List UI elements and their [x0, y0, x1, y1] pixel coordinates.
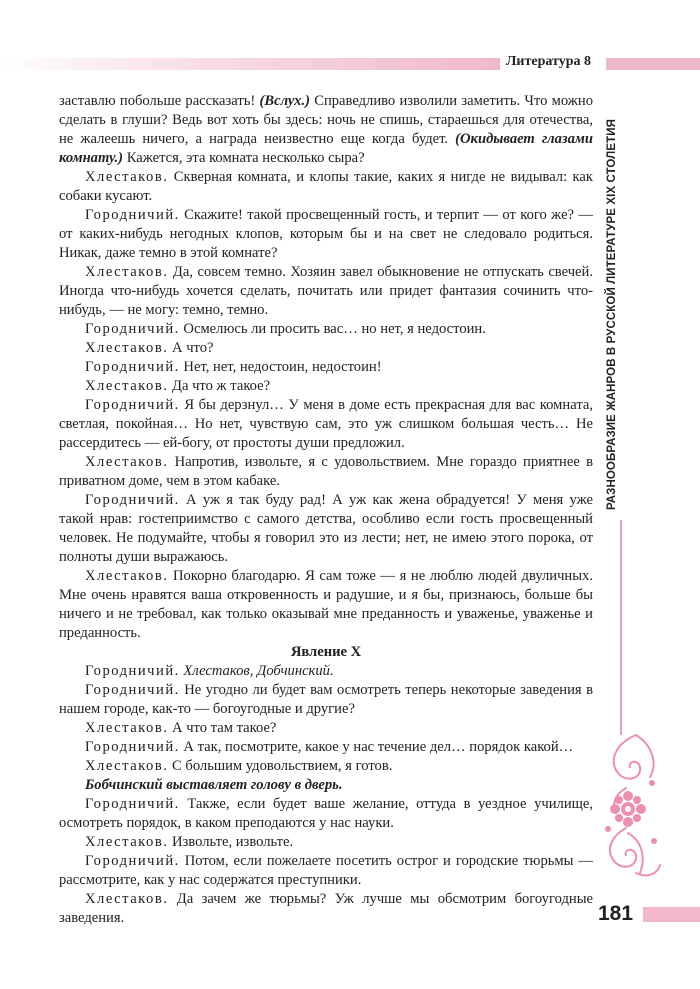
speaker-name: Городничий.: [85, 796, 180, 812]
play-text: [59, 92, 593, 928]
dialogue-line: Хлестаков. Да зачем же тюрьмы? Уж лучше мы обсмотрим богоугодные заведения.: [59, 891, 593, 926]
dialogue-line: Хлестаков. А что?: [85, 340, 214, 356]
speaker-name: Городничий.: [85, 359, 180, 375]
stage-direction-line: [59, 776, 593, 795]
floral-ornament-icon: [596, 733, 666, 883]
dialogue-line: Хлестаков. Да, совсем темно. Хозяин завел обыкновение не отпускать свечей. Иногда что-нибудь хочется сделать, почитать или придет фантазия сочинить что-нибудь, — не могу: темно, темно.: [59, 264, 593, 318]
speaker-name: Городничий.: [85, 663, 180, 679]
speaker-name: Хлестаков.: [85, 340, 169, 356]
speaker-name: Городничий.: [85, 739, 180, 755]
page-number: 181: [598, 902, 634, 925]
dialogue-line: Хлестаков. С большим удовольствием, я готов.: [85, 758, 393, 774]
dialogue-line: Городничий. Я бы дерзнул… У меня в доме есть прекрасная для вас комната, светлая, покойная… Но нет, чувствую сам, это уж слишком большая честь… Не рассердитесь — ей-богу, от простоты души предложил.: [59, 397, 593, 451]
dialogue-line: Хлестаков. Напротив, извольте, я с удовольствием. Мне гораздо приятнее в приватном доме, чем в этом кабаке.: [59, 454, 593, 489]
dialogue-line: Городничий. А так, посмотрите, какое у нас течение дел… порядок какой…: [85, 739, 574, 755]
side-rule: [620, 520, 622, 735]
dialogue-line: Городничий. Скажите! такой просвещенный гость, и терпит — от кого же? — от каких-нибудь негодных клопов, которым бы и на свет не следовало родиться. Никак, даже темно в этой комнате?: [59, 207, 593, 261]
dialogue-line: Хлестаков. Да что ж такое?: [85, 378, 271, 394]
speaker-name: Городничий.: [85, 682, 180, 698]
dialogue-line: Хлестаков. Скверная комната, и клопы такие, каких я нигде не видывал: как собаки кусают.: [59, 169, 593, 204]
speaker-name: Хлестаков.: [85, 568, 169, 584]
header-band-right: [606, 58, 700, 70]
stage-direction: (Вслух.): [259, 93, 310, 109]
paragraph: заставлю побольше рассказать! (Вслух.) Справедливо изволили заметить. Что можно сделать в глуши? Ведь вот хоть бы здесь: ночь не спишь, стараешься для отечества, не жалеешь ничего, а награда неизвестно еще когда будет. (Окидывает глазами комнату.) Кажется, эта комната несколько сыра?: [59, 93, 593, 166]
dialogue-line: Городничий. Нет, нет, недостоин, недостоин!: [85, 359, 382, 375]
dialogue-line: Городничий. Осмелюсь ли просить вас… но нет, я недостоин.: [85, 321, 486, 337]
dialogue-line: Хлестаков. А что там такое?: [85, 720, 277, 736]
page-number-band: [643, 907, 700, 922]
speaker-name: Хлестаков.: [85, 834, 169, 850]
scene-heading: Явление X: [290, 644, 362, 660]
speaker-name: Городничий.: [85, 492, 180, 508]
stage-direction: (Окидывает глазами комнату.): [59, 131, 593, 166]
dialogue-line: Городничий. А уж я так буду рад! А уж как жена обрадуется! У меня уже такой нрав: гостеприимство с самого детства, особливо если гость просвещенный человек. Не подумайте, чтобы я говорил это из лести; нет, не имею этого порока, от полноты души выражаюсь.: [59, 492, 593, 565]
speaker-name: Городничий.: [85, 397, 180, 413]
side-chapter-label: РАЗНООБРАЗИЕ ЖАНРОВ В РУССКОЙ ЛИТЕРАТУРЕ XIX СТОЛЕТИЯ: [606, 119, 618, 510]
speaker-name: Хлестаков.: [85, 720, 169, 736]
speaker-name: Хлестаков.: [85, 378, 169, 394]
speaker-name: Хлестаков.: [85, 758, 169, 774]
running-header-title: Литература 8: [506, 54, 591, 69]
speaker-name: Городничий.: [85, 321, 180, 337]
speaker-name: Хлестаков.: [85, 264, 169, 280]
header-band: [0, 58, 500, 70]
speaker-name: Хлестаков.: [85, 454, 169, 470]
dialogue-line: Городничий. Хлестаков, Добчинский.: [85, 663, 334, 679]
speaker-name: Хлестаков.: [85, 891, 169, 907]
dialogue-line: Хлестаков. Извольте, извольте.: [85, 834, 294, 850]
speaker-name: Городничий.: [85, 207, 180, 223]
dialogue-line: Хлестаков. Покорно благодарю. Я сам тоже — я не люблю людей двуличных. Мне очень нравятся ваша откровенность и радушие, и я бы, признаюсь, больше бы ничего и не требовал, как только оказывай мне преданность и уваженье, уваженье и преданность.: [59, 568, 593, 641]
dialogue-line: Городничий. Также, если будет ваше желание, оттуда в уездное училище, осмотреть порядок, в каком преподаются у нас науки.: [59, 796, 593, 831]
dialogue-line: Городничий. Потом, если пожелаете посетить острог и городские тюрьмы — рассмотрите, как у нас содержатся преступники.: [59, 853, 593, 888]
stage-direction: Бобчинский выставляет голову в дверь.: [85, 777, 343, 793]
dialogue-line: Городничий. Не угодно ли будет вам осмотреть теперь некоторые заведения в нашем городе, как-то — богоугодные и другие?: [59, 682, 593, 717]
speaker-name: Городничий.: [85, 853, 180, 869]
speaker-name: Хлестаков.: [85, 169, 169, 185]
